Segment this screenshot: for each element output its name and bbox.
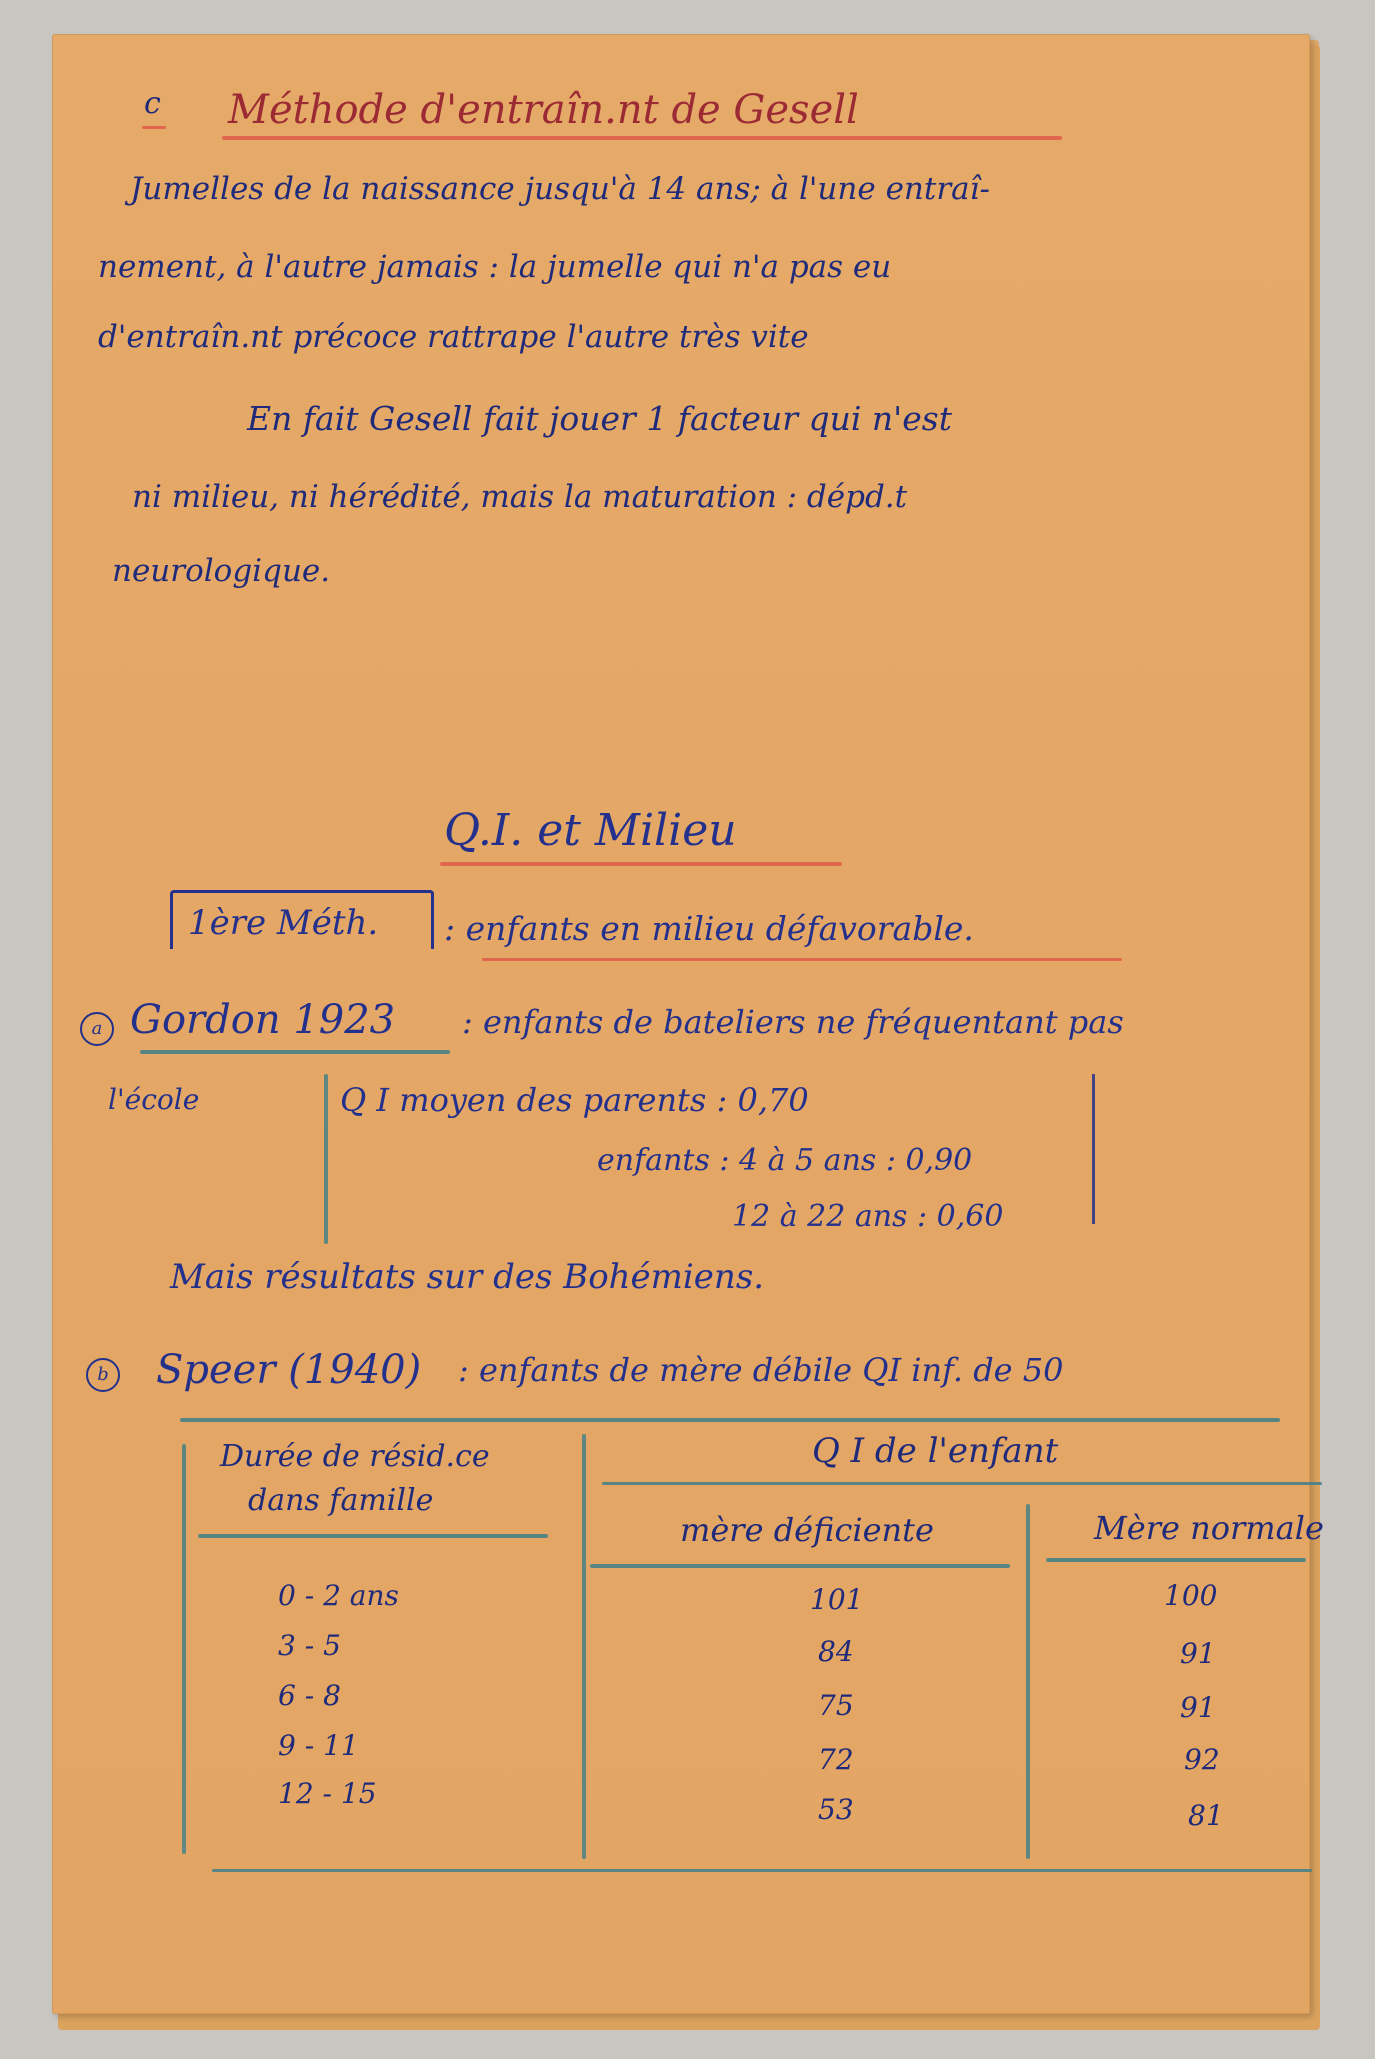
- row-deficient: 53: [818, 1793, 854, 1826]
- section-marker: c: [144, 86, 161, 121]
- row-duration: 0 - 2 ans: [278, 1579, 399, 1612]
- sub-header-deficient: mère déficiente: [680, 1511, 934, 1549]
- qi-children-old: 12 à 22 ans : 0,60: [732, 1199, 1004, 1234]
- study-b-underline: [180, 1418, 1280, 1422]
- group-header-iq: Q I de l'enfant: [812, 1431, 1059, 1471]
- text-line: d'entraîn.nt précoce rattrape l'autre très vite: [98, 319, 809, 355]
- row-normal: 100: [1164, 1579, 1218, 1612]
- study-a-right-rule: [1092, 1074, 1095, 1224]
- study-a-ref: Gordon 1923: [130, 997, 396, 1043]
- study-a-ref-underline: [140, 1050, 450, 1054]
- section-title-underline: [222, 136, 1062, 140]
- col-header-duration: Durée de résid.ce: [220, 1439, 490, 1474]
- table-col-rule-2: [1026, 1504, 1030, 1859]
- section-heading-underline: [440, 862, 842, 866]
- row-duration: 9 - 11: [278, 1729, 359, 1762]
- row-deficient: 75: [818, 1689, 854, 1722]
- row-duration: 12 - 15: [278, 1777, 377, 1810]
- method-text: : enfants en milieu défavorable.: [444, 909, 974, 948]
- row-deficient: 72: [818, 1743, 854, 1776]
- study-a-marker: a: [80, 1012, 114, 1046]
- row-normal: 91: [1180, 1691, 1216, 1724]
- marker-underline: [142, 126, 166, 129]
- table-bottom-rule: [212, 1869, 1312, 1872]
- study-a-left-rule: [324, 1074, 328, 1244]
- study-a-desc2: l'école: [108, 1083, 200, 1116]
- row-normal: 92: [1184, 1743, 1220, 1776]
- row-normal: 81: [1188, 1799, 1224, 1832]
- sub-header-normal: Mère normale: [1094, 1509, 1324, 1547]
- study-b-desc: : enfants de mère débile QI inf. de 50: [458, 1351, 1064, 1389]
- study-a-desc: : enfants de bateliers ne fréquentant pas: [462, 1003, 1124, 1041]
- section-heading: Q.I. et Milieu: [444, 805, 737, 856]
- sub-header-underline-2: [1046, 1558, 1306, 1562]
- text-line: ni milieu, ni hérédité, mais la maturation : dépd.t: [132, 479, 908, 515]
- method-underline: [482, 958, 1122, 961]
- table-left-rule: [182, 1444, 186, 1854]
- sub-header-underline-1: [590, 1564, 1010, 1568]
- section-title: Méthode d'entraîn.nt de Gesell: [228, 87, 859, 133]
- row-normal: 91: [1180, 1637, 1216, 1670]
- row-duration: 3 - 5: [278, 1629, 341, 1662]
- table-col-rule-1: [582, 1434, 586, 1859]
- text-line: Jumelles de la naissance jusqu'à 14 ans; à l'une entraî-: [130, 171, 991, 207]
- study-b-marker: b: [86, 1358, 120, 1392]
- text-line: neurologique.: [112, 553, 331, 589]
- manuscript-page: [52, 34, 1324, 2014]
- qi-parents: Q I moyen des parents : 0,70: [340, 1081, 809, 1119]
- group-header-underline: [602, 1482, 1322, 1485]
- col-header-duration-2: dans famille: [248, 1483, 434, 1518]
- row-duration: 6 - 8: [278, 1679, 341, 1712]
- row-deficient: 84: [818, 1635, 854, 1668]
- method-label: 1ère Méth.: [188, 903, 379, 943]
- study-b-ref: Speer (1940): [156, 1347, 422, 1393]
- row-deficient: 101: [810, 1583, 864, 1616]
- qi-children-young: enfants : 4 à 5 ans : 0,90: [597, 1143, 973, 1178]
- text-line: En fait Gesell fait jouer 1 facteur qui n'est: [247, 399, 952, 438]
- text-line: nement, à l'autre jamais : la jumelle qui n'a pas eu: [98, 249, 892, 285]
- col1-header-underline: [198, 1534, 548, 1538]
- study-a-note: Mais résultats sur des Bohémiens.: [170, 1257, 765, 1297]
